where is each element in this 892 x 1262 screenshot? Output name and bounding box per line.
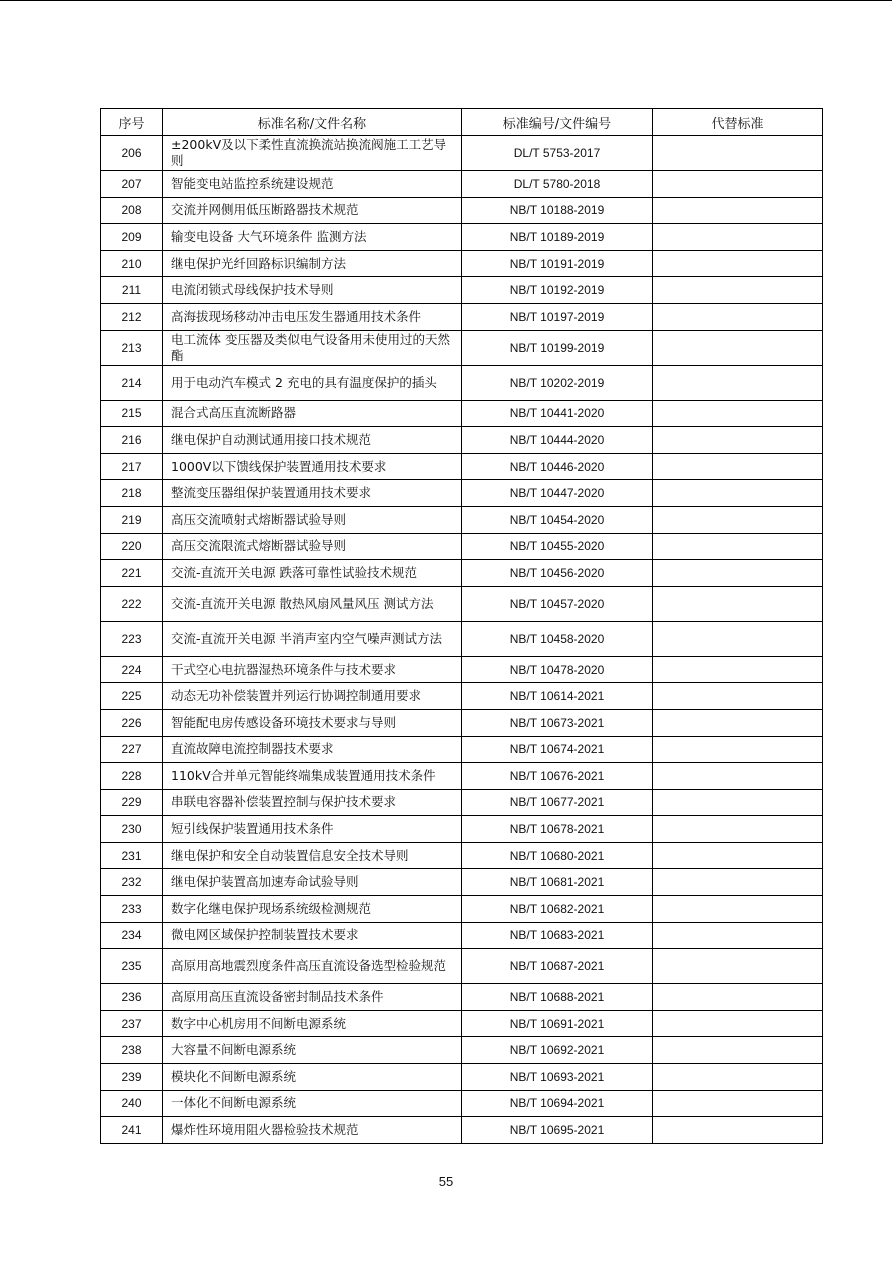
cell-standard-name: 电工流体 变压器及类似电气设备用未使用过的天然酯 xyxy=(163,330,462,365)
cell-serial-number: 213 xyxy=(101,330,163,365)
cell-serial-number: 222 xyxy=(101,586,163,621)
cell-standard-code: NB/T 10202-2019 xyxy=(462,365,653,400)
table-row xyxy=(101,896,823,923)
cell-serial-number: 232 xyxy=(101,869,163,896)
table-row xyxy=(101,922,823,949)
cell-standard-name: 智能配电房传感设备环境技术要求与导则 xyxy=(163,709,462,736)
cell-replaced-standard xyxy=(653,736,823,763)
table-row xyxy=(101,427,823,454)
table-row xyxy=(101,303,823,330)
cell-serial-number: 207 xyxy=(101,171,163,198)
cell-serial-number: 230 xyxy=(101,816,163,843)
table-row xyxy=(101,330,823,365)
cell-replaced-standard xyxy=(653,533,823,560)
cell-serial-number: 220 xyxy=(101,533,163,560)
cell-standard-name: 高压交流限流式熔断器试验导则 xyxy=(163,533,462,560)
cell-standard-code: NB/T 10688-2021 xyxy=(462,984,653,1011)
header-serial-number: 序号 xyxy=(101,109,163,136)
cell-standard-name: 数字中心机房用不间断电源系统 xyxy=(163,1010,462,1037)
cell-standard-code: NB/T 10478-2020 xyxy=(462,656,653,683)
cell-replaced-standard xyxy=(653,984,823,1011)
table-row xyxy=(101,224,823,251)
table-row xyxy=(101,984,823,1011)
cell-standard-name: 一体化不间断电源系统 xyxy=(163,1090,462,1117)
cell-standard-name: 串联电容器补偿装置控制与保护技术要求 xyxy=(163,789,462,816)
cell-serial-number: 209 xyxy=(101,224,163,251)
standards-table xyxy=(100,108,823,1144)
cell-serial-number: 224 xyxy=(101,656,163,683)
cell-serial-number: 238 xyxy=(101,1037,163,1064)
table-row xyxy=(101,1090,823,1117)
cell-replaced-standard xyxy=(653,480,823,507)
cell-replaced-standard xyxy=(653,683,823,710)
table-row xyxy=(101,136,823,171)
cell-standard-code: NB/T 10188-2019 xyxy=(462,197,653,224)
cell-replaced-standard xyxy=(653,709,823,736)
cell-replaced-standard xyxy=(653,763,823,790)
cell-standard-name: 短引线保护装置通用技术条件 xyxy=(163,816,462,843)
cell-replaced-standard xyxy=(653,136,823,171)
table-row xyxy=(101,816,823,843)
cell-serial-number: 228 xyxy=(101,763,163,790)
cell-standard-name: 干式空心电抗器湿热环境条件与技术要求 xyxy=(163,656,462,683)
cell-standard-code: NB/T 10678-2021 xyxy=(462,816,653,843)
header-standard-code: 标准编号/文件编号 xyxy=(462,109,653,136)
cell-standard-name: ±200kV及以下柔性直流换流站换流阀施工工艺导则 xyxy=(163,136,462,171)
cell-standard-code: NB/T 10692-2021 xyxy=(462,1037,653,1064)
cell-standard-code: NB/T 10444-2020 xyxy=(462,427,653,454)
cell-standard-name: 输变电设备 大气环境条件 监测方法 xyxy=(163,224,462,251)
cell-standard-code: NB/T 10191-2019 xyxy=(462,250,653,277)
cell-serial-number: 240 xyxy=(101,1090,163,1117)
cell-serial-number: 234 xyxy=(101,922,163,949)
cell-serial-number: 239 xyxy=(101,1064,163,1091)
cell-standard-name: 微电网区域保护控制装置技术要求 xyxy=(163,922,462,949)
cell-standard-code: NB/T 10677-2021 xyxy=(462,789,653,816)
cell-replaced-standard xyxy=(653,869,823,896)
cell-replaced-standard xyxy=(653,560,823,587)
cell-serial-number: 241 xyxy=(101,1117,163,1144)
table-row xyxy=(101,842,823,869)
cell-serial-number: 221 xyxy=(101,560,163,587)
table-row xyxy=(101,365,823,400)
cell-standard-code: NB/T 10695-2021 xyxy=(462,1117,653,1144)
cell-standard-name: 交流-直流开关电源 散热风扇风量风压 测试方法 xyxy=(163,586,462,621)
cell-standard-code: NB/T 10681-2021 xyxy=(462,869,653,896)
cell-standard-code: NB/T 10680-2021 xyxy=(462,842,653,869)
cell-standard-code: NB/T 10687-2021 xyxy=(462,949,653,984)
cell-standard-code: NB/T 10446-2020 xyxy=(462,453,653,480)
cell-standard-name: 电流闭锁式母线保护技术导则 xyxy=(163,277,462,304)
cell-replaced-standard xyxy=(653,1037,823,1064)
header-standard-name: 标准名称/文件名称 xyxy=(163,109,462,136)
cell-replaced-standard xyxy=(653,224,823,251)
cell-serial-number: 223 xyxy=(101,621,163,656)
table-row xyxy=(101,1037,823,1064)
table-row xyxy=(101,171,823,198)
cell-standard-code: NB/T 10454-2020 xyxy=(462,506,653,533)
table-row xyxy=(101,586,823,621)
cell-replaced-standard xyxy=(653,1117,823,1144)
cell-replaced-standard xyxy=(653,303,823,330)
cell-replaced-standard xyxy=(653,277,823,304)
cell-replaced-standard xyxy=(653,816,823,843)
cell-serial-number: 231 xyxy=(101,842,163,869)
cell-replaced-standard xyxy=(653,250,823,277)
cell-standard-code: NB/T 10676-2021 xyxy=(462,763,653,790)
cell-replaced-standard xyxy=(653,621,823,656)
table-row xyxy=(101,789,823,816)
cell-replaced-standard xyxy=(653,197,823,224)
cell-standard-code: NB/T 10441-2020 xyxy=(462,400,653,427)
cell-standard-name: 1000V以下馈线保护装置通用技术要求 xyxy=(163,453,462,480)
top-border-line xyxy=(0,0,892,1)
cell-standard-name: 整流变压器组保护装置通用技术要求 xyxy=(163,480,462,507)
cell-standard-name: 大容量不间断电源系统 xyxy=(163,1037,462,1064)
table-row xyxy=(101,763,823,790)
cell-serial-number: 215 xyxy=(101,400,163,427)
cell-standard-name: 交流并网侧用低压断路器技术规范 xyxy=(163,197,462,224)
cell-replaced-standard xyxy=(653,506,823,533)
header-replaced-standard: 代替标准 xyxy=(653,109,823,136)
table-row xyxy=(101,683,823,710)
table-row xyxy=(101,533,823,560)
cell-serial-number: 226 xyxy=(101,709,163,736)
cell-serial-number: 210 xyxy=(101,250,163,277)
cell-standard-code: NB/T 10457-2020 xyxy=(462,586,653,621)
cell-replaced-standard xyxy=(653,656,823,683)
cell-serial-number: 236 xyxy=(101,984,163,1011)
cell-standard-name: 高原用高地震烈度条件高压直流设备选型检验规范 xyxy=(163,949,462,984)
cell-standard-name: 混合式高压直流断路器 xyxy=(163,400,462,427)
cell-standard-name: 智能变电站监控系统建设规范 xyxy=(163,171,462,198)
cell-standard-name: 交流-直流开关电源 半消声室内空气噪声测试方法 xyxy=(163,621,462,656)
cell-standard-code: NB/T 10458-2020 xyxy=(462,621,653,656)
cell-serial-number: 217 xyxy=(101,453,163,480)
cell-standard-code: NB/T 10199-2019 xyxy=(462,330,653,365)
cell-standard-name: 高海拔现场移动冲击电压发生器通用技术条件 xyxy=(163,303,462,330)
cell-replaced-standard xyxy=(653,365,823,400)
table-row xyxy=(101,400,823,427)
table-row xyxy=(101,197,823,224)
cell-replaced-standard xyxy=(653,427,823,454)
cell-serial-number: 219 xyxy=(101,506,163,533)
cell-replaced-standard xyxy=(653,922,823,949)
cell-standard-code: NB/T 10673-2021 xyxy=(462,709,653,736)
table-row xyxy=(101,621,823,656)
cell-standard-code: DL/T 5780-2018 xyxy=(462,171,653,198)
cell-standard-name: 交流-直流开关电源 跌落可靠性试验技术规范 xyxy=(163,560,462,587)
cell-standard-code: NB/T 10197-2019 xyxy=(462,303,653,330)
table-row xyxy=(101,453,823,480)
cell-standard-name: 继电保护和安全自动装置信息安全技术导则 xyxy=(163,842,462,869)
header-row xyxy=(101,109,823,136)
cell-standard-code: DL/T 5753-2017 xyxy=(462,136,653,171)
cell-standard-name: 模块化不间断电源系统 xyxy=(163,1064,462,1091)
cell-standard-code: NB/T 10447-2020 xyxy=(462,480,653,507)
table-row xyxy=(101,949,823,984)
cell-standard-code: NB/T 10189-2019 xyxy=(462,224,653,251)
cell-standard-name: 继电保护自动测试通用接口技术规范 xyxy=(163,427,462,454)
cell-serial-number: 216 xyxy=(101,427,163,454)
cell-serial-number: 212 xyxy=(101,303,163,330)
cell-replaced-standard xyxy=(653,400,823,427)
table-row xyxy=(101,736,823,763)
cell-standard-code: NB/T 10683-2021 xyxy=(462,922,653,949)
cell-standard-code: NB/T 10456-2020 xyxy=(462,560,653,587)
cell-serial-number: 208 xyxy=(101,197,163,224)
table-row xyxy=(101,277,823,304)
cell-serial-number: 227 xyxy=(101,736,163,763)
table-row xyxy=(101,506,823,533)
cell-replaced-standard xyxy=(653,1010,823,1037)
cell-serial-number: 206 xyxy=(101,136,163,171)
cell-standard-name: 直流故障电流控制器技术要求 xyxy=(163,736,462,763)
cell-standard-code: NB/T 10192-2019 xyxy=(462,277,653,304)
cell-standard-code: NB/T 10455-2020 xyxy=(462,533,653,560)
table-row xyxy=(101,1117,823,1144)
cell-replaced-standard xyxy=(653,789,823,816)
cell-standard-code: NB/T 10693-2021 xyxy=(462,1064,653,1091)
cell-standard-code: NB/T 10614-2021 xyxy=(462,683,653,710)
page-number: 55 xyxy=(438,1174,454,1189)
cell-serial-number: 229 xyxy=(101,789,163,816)
table-row xyxy=(101,1064,823,1091)
table-row xyxy=(101,480,823,507)
cell-serial-number: 235 xyxy=(101,949,163,984)
cell-standard-code: NB/T 10674-2021 xyxy=(462,736,653,763)
cell-serial-number: 218 xyxy=(101,480,163,507)
cell-replaced-standard xyxy=(653,1064,823,1091)
cell-serial-number: 237 xyxy=(101,1010,163,1037)
table-body xyxy=(101,136,823,1144)
cell-standard-code: NB/T 10682-2021 xyxy=(462,896,653,923)
cell-standard-name: 数字化继电保护现场系统级检测规范 xyxy=(163,896,462,923)
cell-serial-number: 214 xyxy=(101,365,163,400)
cell-standard-name: 继电保护装置高加速寿命试验导则 xyxy=(163,869,462,896)
cell-standard-name: 高原用高压直流设备密封制品技术条件 xyxy=(163,984,462,1011)
cell-replaced-standard xyxy=(653,842,823,869)
cell-serial-number: 225 xyxy=(101,683,163,710)
cell-replaced-standard xyxy=(653,896,823,923)
cell-replaced-standard xyxy=(653,586,823,621)
table-row xyxy=(101,869,823,896)
cell-standard-name: 继电保护光纤回路标识编制方法 xyxy=(163,250,462,277)
cell-replaced-standard xyxy=(653,949,823,984)
cell-replaced-standard xyxy=(653,330,823,365)
cell-standard-code: NB/T 10691-2021 xyxy=(462,1010,653,1037)
cell-serial-number: 233 xyxy=(101,896,163,923)
cell-standard-name: 动态无功补偿装置并列运行协调控制通用要求 xyxy=(163,683,462,710)
table-row xyxy=(101,656,823,683)
cell-replaced-standard xyxy=(653,1090,823,1117)
table-row xyxy=(101,250,823,277)
cell-standard-name: 用于电动汽车模式 2 充电的具有温度保护的插头 xyxy=(163,365,462,400)
table-row xyxy=(101,1010,823,1037)
cell-standard-code: NB/T 10694-2021 xyxy=(462,1090,653,1117)
cell-replaced-standard xyxy=(653,171,823,198)
cell-replaced-standard xyxy=(653,453,823,480)
cell-serial-number: 211 xyxy=(101,277,163,304)
cell-standard-name: 高压交流喷射式熔断器试验导则 xyxy=(163,506,462,533)
cell-standard-name: 爆炸性环境用阻火器检验技术规范 xyxy=(163,1117,462,1144)
table-row xyxy=(101,709,823,736)
cell-standard-name: 110kV合并单元智能终端集成装置通用技术条件 xyxy=(163,763,462,790)
table-row xyxy=(101,560,823,587)
